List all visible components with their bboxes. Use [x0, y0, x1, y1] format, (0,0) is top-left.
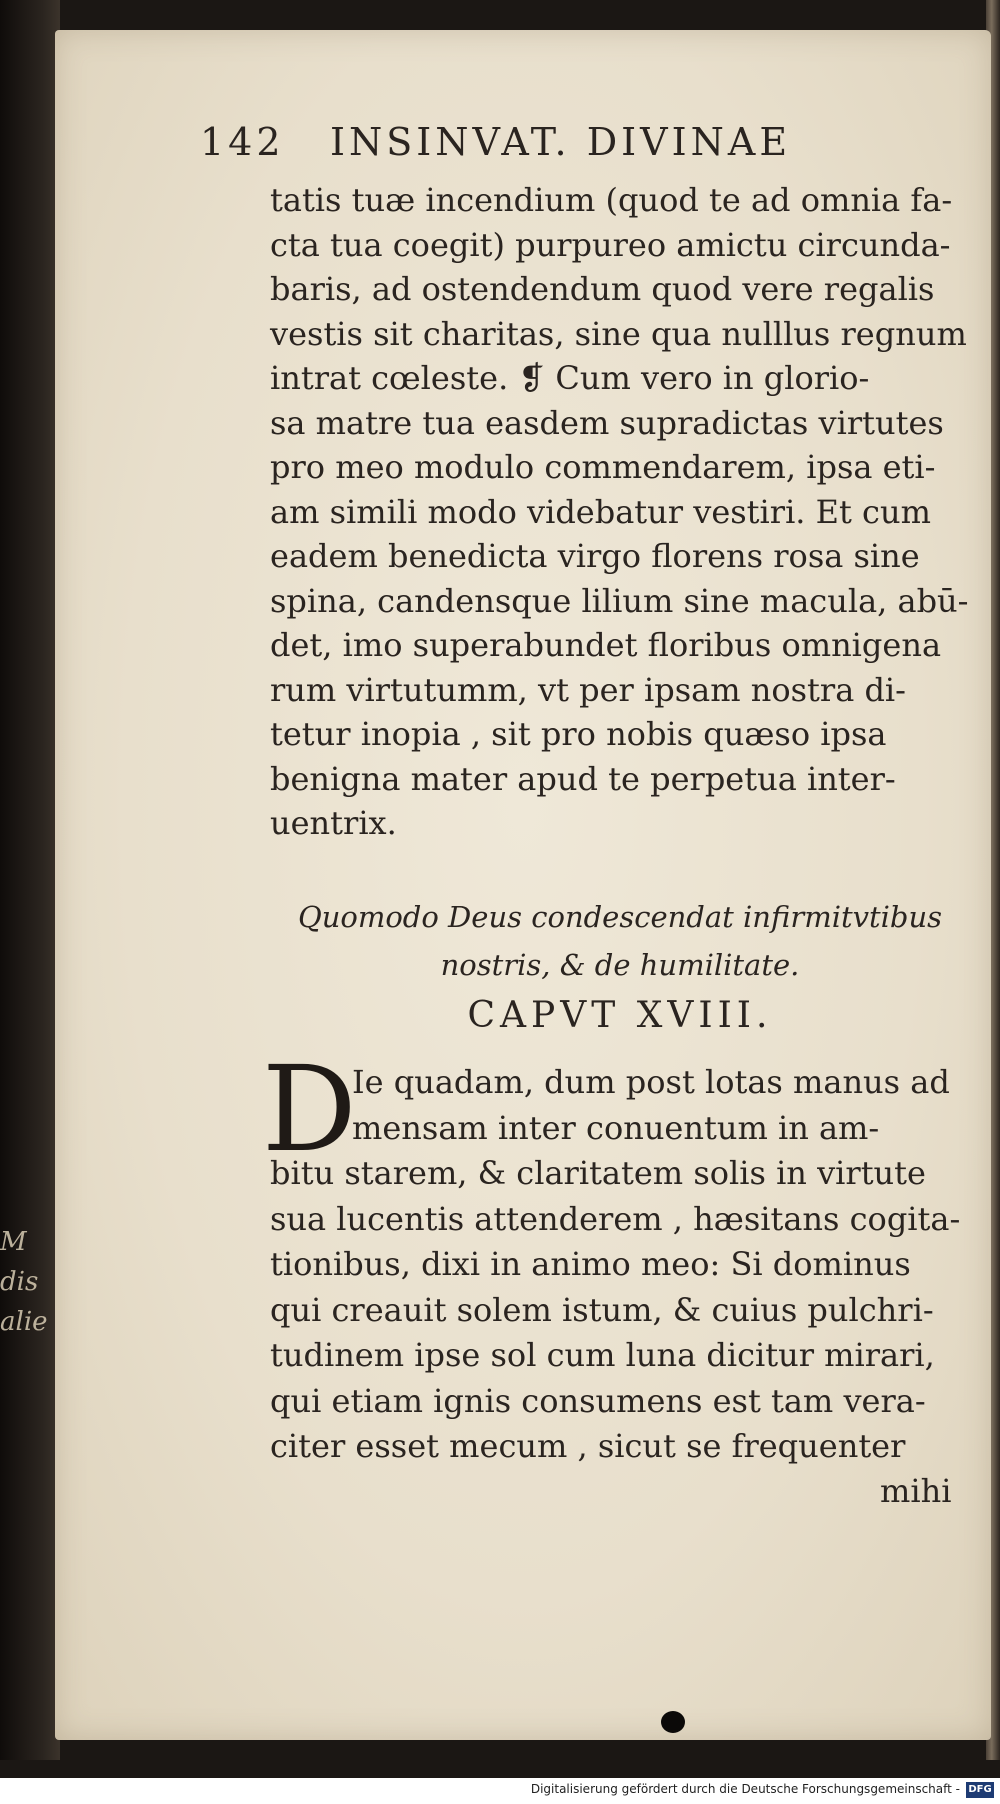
text-line: pro meo modulo commendarem, ipsa eti-: [270, 448, 936, 486]
text-line: uentrix.: [270, 804, 397, 842]
dfg-logo: DFG: [966, 1782, 994, 1798]
fragment-line: dis: [0, 1267, 39, 1297]
text-line: citer esset mecum , sicut se frequenter: [270, 1427, 906, 1465]
text-line: sa matre tua easdem supradictas virtutes: [270, 403, 944, 442]
text-line: sua lucentis attenderem , hæsitans cogita-: [270, 1199, 961, 1238]
running-title: INSINVAT. DIVINAE: [330, 120, 792, 164]
chapter-text: [270, 1060, 970, 1470]
catchword: mihi: [880, 1472, 952, 1510]
text-line: baris, ad ostendendum quod vere regalis: [270, 270, 935, 308]
book-gutter-shadow: [0, 0, 60, 1760]
text-line: qui creauit solem istum, & cuius pulchri-: [270, 1290, 934, 1329]
text-line: benigna mater apud te perpetua inter-: [270, 759, 896, 798]
text-line: tetur inopia , sit pro nobis quæso ipsa: [270, 715, 887, 753]
chapter-heading: [270, 893, 970, 989]
text-line: qui etiam ignis consumens est tam vera-: [270, 1381, 926, 1420]
funding-credit: Digitalisierung gefördert durch die Deutsche Forschungsgemeinschaft -: [530, 1782, 960, 1796]
running-head: [150, 120, 910, 170]
text-line: cta tua coegit) purpureo amictu circunda-: [270, 225, 951, 264]
text-line: mensam inter conuentum in am-: [352, 1108, 880, 1147]
text-line: Ie quadam, dum post lotas manus ad: [352, 1063, 950, 1101]
text-line: eadem benedicta virgo florens rosa sine: [270, 537, 920, 575]
fragment-line: alie: [0, 1307, 48, 1337]
drop-cap-initial: D: [262, 1040, 357, 1178]
fragment-line: M: [0, 1227, 27, 1257]
chapter-heading-line: Quomodo Deus condescendat infirmitvtibus: [297, 900, 943, 934]
text-line: rum virtutumm, vt per ipsam nostra di-: [270, 670, 906, 709]
previous-page-fragment: [0, 1222, 56, 1342]
chapter-heading-line: nostris, & de humilitate.: [440, 948, 800, 982]
text-line: det, imo superabundet floribus omnigena: [270, 626, 942, 664]
text-line: am simili modo videbatur vestiri. Et cum: [270, 492, 931, 531]
text-line: tudinem ipse sol cum luna dicitur mirari,: [270, 1336, 935, 1374]
page-number: 142: [200, 120, 285, 164]
text-line: tatis tuæ incendium (quod te ad omnia fa-: [270, 181, 953, 219]
text-line: spina, candensque lilium sine macula, abū-: [270, 581, 969, 620]
body-text: [270, 178, 970, 846]
text-line: vestis sit charitas, sine qua nulllus regnum: [270, 314, 967, 353]
text-line: intrat cœleste. ❡ Cum vero in glorio-: [270, 359, 870, 397]
digitization-footer: [0, 1778, 1000, 1804]
ink-spot: [661, 1711, 685, 1733]
text-line: bitu starem, & claritatem solis in virtute: [270, 1154, 926, 1192]
chapter-title: CAPVT XVIII.: [467, 995, 773, 1036]
text-line: tionibus, dixi in animo meo: Si dominus: [270, 1245, 911, 1283]
